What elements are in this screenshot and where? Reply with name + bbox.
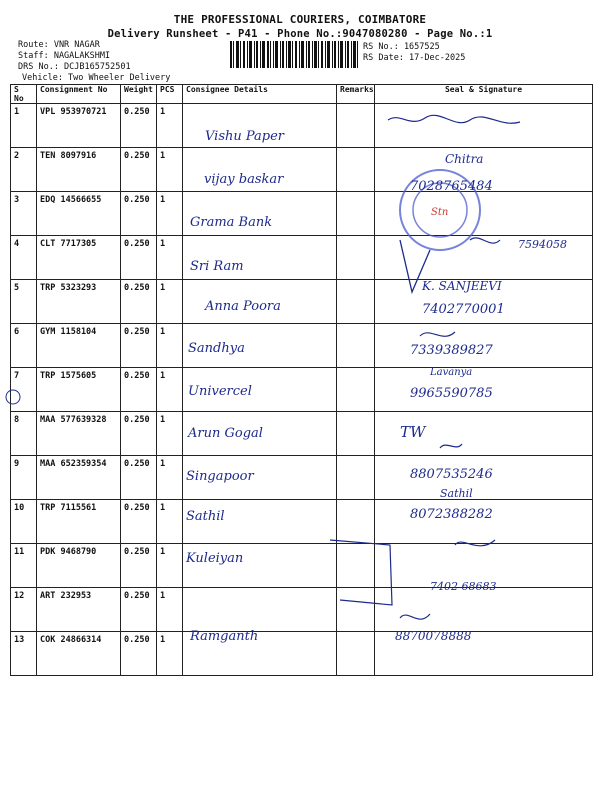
cell-sno: 5 xyxy=(11,280,37,324)
cell-weight: 0.250 xyxy=(121,148,157,192)
cell-seal xyxy=(375,324,593,368)
cell-pcs: 1 xyxy=(157,236,183,280)
table-row xyxy=(11,104,593,148)
recipient-phone-8: 7402 68683 xyxy=(430,580,497,593)
cell-consignment: GYM 1158104 xyxy=(37,324,121,368)
consignee-name-8: Arun Gogal xyxy=(188,426,263,441)
cell-seal xyxy=(375,632,593,676)
cell-sno: 2 xyxy=(11,148,37,192)
column-header-consignee: Consignee Details xyxy=(183,85,337,104)
cell-remarks xyxy=(337,280,375,324)
cell-consignment: CLT 7717305 xyxy=(37,236,121,280)
cell-consignee xyxy=(183,324,337,368)
cell-seal xyxy=(375,280,593,324)
cell-consignee xyxy=(183,192,337,236)
cell-sno: 12 xyxy=(11,588,37,632)
cell-consignment: TRP 7115561 xyxy=(37,500,121,544)
cell-weight: 0.250 xyxy=(121,500,157,544)
consignee-name-11: Kuleiyan xyxy=(186,551,244,566)
recipient-name-4: TW xyxy=(400,423,426,441)
cell-remarks xyxy=(337,148,375,192)
cell-seal xyxy=(375,148,593,192)
table-row xyxy=(11,280,593,324)
table-row xyxy=(11,412,593,456)
cell-consignment: MAA 577639328 xyxy=(37,412,121,456)
runsheet-meta-right xyxy=(363,42,465,64)
cell-weight: 0.250 xyxy=(121,544,157,588)
cell-seal xyxy=(375,412,593,456)
cell-consignment: TRP 5323293 xyxy=(37,280,121,324)
cell-weight: 0.250 xyxy=(121,632,157,676)
cell-sno: 6 xyxy=(11,324,37,368)
cell-sno: 9 xyxy=(11,456,37,500)
cell-consignee xyxy=(183,456,337,500)
cell-sno: 11 xyxy=(11,544,37,588)
cell-consignee xyxy=(183,500,337,544)
cell-pcs: 1 xyxy=(157,456,183,500)
rs-no-field: RS No.: 1657525 xyxy=(363,42,440,52)
recipient-phone-5: 9965590785 xyxy=(410,386,493,401)
recipient-name-1: Chitra xyxy=(445,152,484,166)
cell-sno: 3 xyxy=(11,192,37,236)
table-row xyxy=(11,588,593,632)
cell-pcs: 1 xyxy=(157,280,183,324)
table-row xyxy=(11,324,593,368)
consignee-name-5: Anna Poora xyxy=(205,299,281,314)
recipient-phone-1: 7028765484 xyxy=(410,179,493,194)
cell-weight: 0.250 xyxy=(121,588,157,632)
recipient-phone-2: 7594058 xyxy=(518,238,567,251)
cell-seal xyxy=(375,588,593,632)
cell-consignee xyxy=(183,280,337,324)
recipient-phone-4: 7339389827 xyxy=(410,343,493,358)
cell-sno: 13 xyxy=(11,632,37,676)
route-field: Route: VNR NAGAR xyxy=(18,40,100,50)
cell-pcs: 1 xyxy=(157,412,183,456)
cell-sno: 10 xyxy=(11,500,37,544)
column-header-weight: Weight xyxy=(121,85,157,104)
table-row xyxy=(11,456,593,500)
cell-consignee xyxy=(183,632,337,676)
column-header-remarks: Remarks xyxy=(337,85,375,104)
table-row xyxy=(11,236,593,280)
recipient-phone-7: 8072388282 xyxy=(410,507,493,522)
cell-weight: 0.250 xyxy=(121,236,157,280)
cell-pcs: 1 xyxy=(157,324,183,368)
cell-remarks xyxy=(337,412,375,456)
table-header-row xyxy=(11,85,593,104)
cell-weight: 0.250 xyxy=(121,280,157,324)
table-row xyxy=(11,544,593,588)
consignee-name-7: Univercel xyxy=(188,384,252,399)
table-row xyxy=(11,192,593,236)
cell-pcs: 1 xyxy=(157,632,183,676)
cell-sno: 4 xyxy=(11,236,37,280)
table-row xyxy=(11,368,593,412)
recipient-name-3: Lavanya xyxy=(430,367,473,378)
cell-weight: 0.250 xyxy=(121,412,157,456)
column-header-sno: S No xyxy=(11,85,37,104)
consignee-name-9: Singapoor xyxy=(186,469,254,484)
consignee-name-1: Vishu Paper xyxy=(205,129,285,144)
cell-pcs: 1 xyxy=(157,500,183,544)
cell-remarks xyxy=(337,192,375,236)
cell-seal xyxy=(375,500,593,544)
cell-consignment: EDQ 14566655 xyxy=(37,192,121,236)
consignee-name-10: Sathil xyxy=(186,509,225,524)
cell-weight: 0.250 xyxy=(121,192,157,236)
cell-pcs: 1 xyxy=(157,588,183,632)
cell-seal xyxy=(375,236,593,280)
table-row xyxy=(11,632,593,676)
recipient-name-5: Sathil xyxy=(440,487,473,500)
consignee-name-3: Grama Bank xyxy=(190,215,273,230)
cell-sno: 1 xyxy=(11,104,37,148)
runsheet-table xyxy=(10,84,593,676)
cell-sno: 7 xyxy=(11,368,37,412)
runsheet-subtitle: Delivery Runsheet - P41 - Phone No.:9047080280 - Page No.:1 xyxy=(107,28,493,40)
cell-pcs: 1 xyxy=(157,368,183,412)
cell-consignment: MAA 652359354 xyxy=(37,456,121,500)
cell-pcs: 1 xyxy=(157,148,183,192)
cell-consignee xyxy=(183,412,337,456)
cell-consignment: VPL 953970721 xyxy=(37,104,121,148)
rs-date-field: RS Date: 17-Dec-2025 xyxy=(363,53,466,63)
cell-seal xyxy=(375,456,593,500)
cell-seal xyxy=(375,544,593,588)
recipient-phone-6: 8807535246 xyxy=(410,467,493,482)
vehicle-field: Vehicle: Two Wheeler Delivery xyxy=(22,73,171,83)
cell-consignment: TRP 1575605 xyxy=(37,368,121,412)
cell-remarks xyxy=(337,368,375,412)
consignee-name-12: Ramganth xyxy=(190,629,259,644)
recipient-phone-9: 8870078888 xyxy=(395,629,472,643)
recipient-phone-3: 7402770001 xyxy=(422,302,505,317)
barcode-icon xyxy=(230,41,358,68)
cell-remarks xyxy=(337,500,375,544)
cell-weight: 0.250 xyxy=(121,456,157,500)
cell-remarks xyxy=(337,632,375,676)
consignee-name-2: vijay baskar xyxy=(204,172,284,187)
cell-remarks xyxy=(337,236,375,280)
cell-seal xyxy=(375,104,593,148)
cell-remarks xyxy=(337,456,375,500)
table-row xyxy=(11,500,593,544)
cell-seal xyxy=(375,192,593,236)
cell-consignee xyxy=(183,544,337,588)
cell-weight: 0.250 xyxy=(121,324,157,368)
cell-sno: 8 xyxy=(11,412,37,456)
consignee-name-6: Sandhya xyxy=(188,341,245,356)
cell-consignment: TEN 8097916 xyxy=(37,148,121,192)
cell-consignment: ART 232953 xyxy=(37,588,121,632)
cell-weight: 0.250 xyxy=(121,368,157,412)
recipient-name-2: K. SANJEEVI xyxy=(422,279,502,293)
cell-consignee xyxy=(183,104,337,148)
cell-consignee xyxy=(183,236,337,280)
cell-consignment: COK 24866314 xyxy=(37,632,121,676)
column-header-seal: Seal & Signature xyxy=(375,85,593,104)
cell-remarks xyxy=(337,324,375,368)
consignee-name-4: Sri Ram xyxy=(190,259,244,274)
cell-remarks xyxy=(337,544,375,588)
drs-field: DRS No.: DCJB165752501 xyxy=(18,62,131,72)
runsheet-meta-left xyxy=(18,40,170,84)
table-row xyxy=(11,148,593,192)
company-title: THE PROFESSIONAL COURIERS, COIMBATORE xyxy=(173,13,427,26)
cell-remarks xyxy=(337,588,375,632)
cell-pcs: 1 xyxy=(157,544,183,588)
cell-remarks xyxy=(337,104,375,148)
cell-pcs: 1 xyxy=(157,192,183,236)
svg-text:Stn: Stn xyxy=(431,207,449,218)
cell-consignee xyxy=(183,148,337,192)
cell-weight: 0.250 xyxy=(121,104,157,148)
cell-consignee xyxy=(183,588,337,632)
cell-pcs: 1 xyxy=(157,104,183,148)
cell-consignee xyxy=(183,368,337,412)
cell-consignment: PDK 9468790 xyxy=(37,544,121,588)
staff-field: Staff: NAGALAKSHMI xyxy=(18,51,111,61)
column-header-consignment: Consignment No xyxy=(37,85,121,104)
cell-seal xyxy=(375,368,593,412)
column-header-pcs: PCS xyxy=(157,85,183,104)
